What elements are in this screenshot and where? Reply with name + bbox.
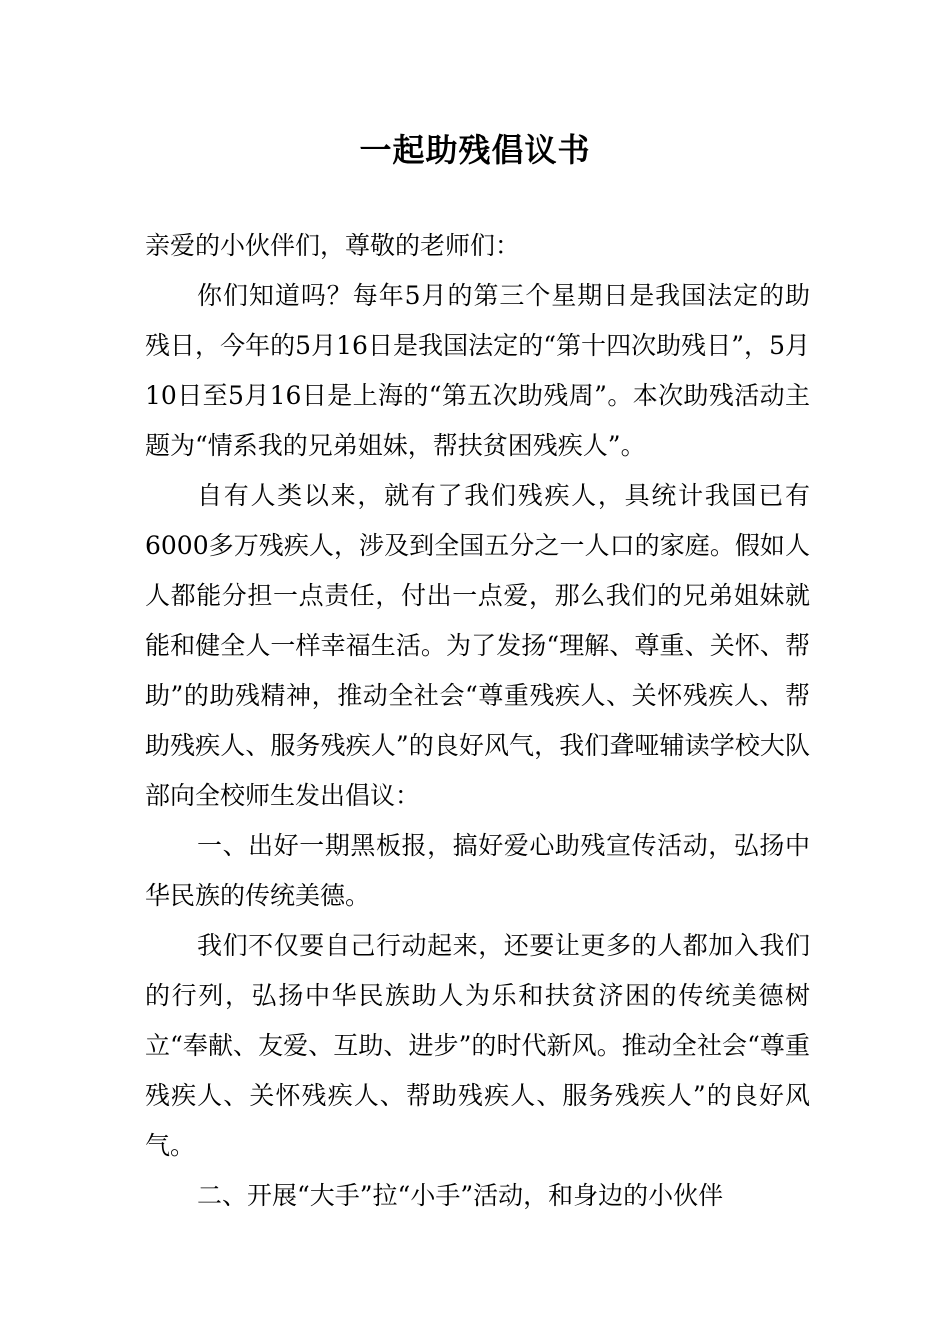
paragraph-proposal-2: 二、开展“大手”拉“小手”活动，和身边的小伙伴 [197, 1181, 724, 1210]
paragraph-proposal-1-detail: 我们不仅要自己行动起来，还要让更多的人都加入我们的行列，弘扬中华民族助人为乐和扶贫济困的传统美德树立“奉献、友爱、互助、进步”的时代新风。推动全社会“尊重残疾人、关怀残疾人、帮助残疾人、服务残疾人”的良好风气。 [145, 931, 810, 1160]
document-title: 一起助残倡议书 [359, 131, 591, 169]
paragraph-proposal-1: 一、出好一期黑板报，搞好爱心助残宣传活动，弘扬中华民族的传统美德。 [145, 831, 810, 910]
paragraph-background: 自有人类以来，就有了我们残疾人，具统计我国已有6000多万残疾人，涉及到全国五分之一人口的家庭。假如人人都能分担一点责任，付出一点爱，那么我们的兄弟姐妹就能和健全人一样幸福生活。为了发扬“理解、尊重、关怀、帮助”的助残精神，推动全社会“尊重残疾人、关怀残疾人、帮助残疾人、服务残疾人”的良好风气，我们聋哑辅读学校大队部向全校师生发出倡议： [145, 481, 810, 810]
paragraph-intro: 你们知道吗？每年5月的第三个星期日是我国法定的助残日，今年的5月16日是我国法定的“第十四次助残日”，5月10日至5月16日是上海的“第五次助残周”。本次助残活动主题为“情系我的兄弟姐妹，帮扶贫困残疾人”。 [145, 281, 810, 460]
salutation: 亲爱的小伙伴们，尊敬的老师们： [145, 231, 521, 260]
document-body [145, 221, 810, 1221]
